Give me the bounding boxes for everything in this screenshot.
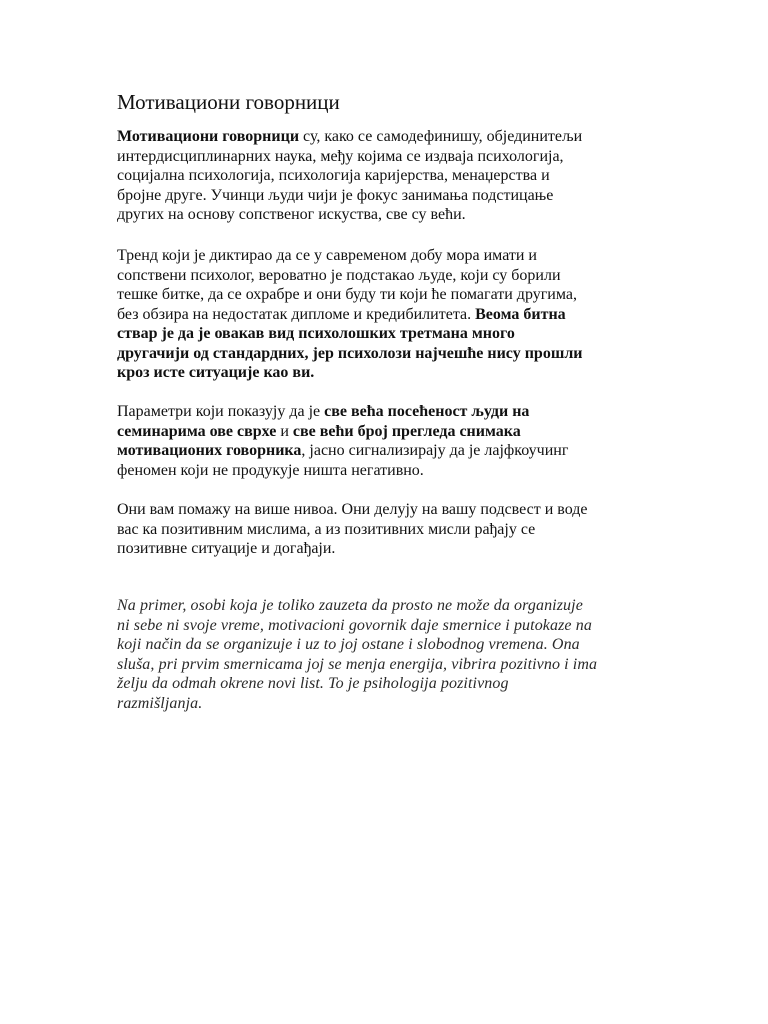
bold-text-run: мотивационих говорника — [117, 442, 302, 459]
text-line — [117, 539, 657, 559]
text-line — [117, 363, 657, 383]
text-run: бројне друге. Учинци људи чији је фокус занимања подстицање — [117, 186, 554, 204]
bold-text-run: кроз исте ситуације као ви. — [117, 364, 315, 381]
paragraph-1 — [117, 127, 657, 225]
text-run: Тренд који је диктирао да се у савременом добу мора имати и — [117, 247, 537, 264]
text-run: феномен који не продукује ништа негативно. — [117, 461, 424, 479]
text-run: Параметри који показују да је — [117, 403, 325, 420]
text-run: koji način da se organizuje i uz to joj ostane i slobodnog vremena. Ona — [117, 636, 580, 653]
bold-text-run: Мотивациони говорници — [117, 128, 300, 145]
text-line — [117, 305, 657, 325]
text-line — [117, 694, 657, 714]
text-run: želju da odmah okrene novi list. To je psihologija pozitivnog — [117, 675, 509, 692]
text-run: , јасно сигнализирају да је лајфкоучинг — [301, 442, 569, 459]
text-line — [117, 635, 657, 655]
text-line — [117, 402, 657, 422]
text-run: социјална психологија, психологија каријерства, менаџерства и — [117, 167, 550, 184]
page-title: Мотивациони говорници — [117, 90, 340, 114]
text-run: позитивне ситуације и догађаји. — [117, 540, 336, 557]
text-line — [117, 344, 657, 364]
bold-text-run: семинарима ове сврхе — [117, 422, 277, 440]
text-run: интердисциплинарних наука, међу којима се издваја психологија, — [117, 147, 564, 165]
text-line — [117, 266, 657, 286]
text-run: тешке битке, да се охрабре и они буду ти који ће помагати другима, — [117, 286, 577, 303]
paragraph-5-italic — [117, 596, 657, 713]
text-line — [117, 674, 657, 694]
text-line — [117, 596, 657, 616]
text-line — [117, 422, 657, 442]
text-run: и — [276, 422, 293, 440]
text-run: су, како се самодефинишу, објединитељи — [299, 128, 583, 145]
text-run: без обзира на недостатак дипломе и кредибилитета. — [117, 305, 476, 323]
text-line — [117, 127, 657, 147]
text-line — [117, 147, 657, 167]
text-line — [117, 520, 657, 540]
bold-text-run: све већа посећеност људи на — [324, 403, 530, 420]
text-run: razmišljanja. — [117, 694, 203, 712]
text-line — [117, 246, 657, 266]
text-run: Na primer, osobi koja je toliko zauzeta da prosto ne može da organizuje — [117, 597, 583, 614]
text-run: сопствени психолог, вероватно је подстакао људе, који су борили — [117, 266, 561, 284]
text-run: Они вам помажу на више нивоа. Они делују на вашу подсвест и воде — [117, 501, 588, 518]
paragraph-4 — [117, 500, 657, 559]
text-run: других на основу сопственог искуства, све су већи. — [117, 206, 466, 223]
text-line — [117, 186, 657, 206]
text-run: sluša, pri prvim smernicama joj se menja energija, vibrira pozitivno i ima — [117, 655, 598, 673]
text-line — [117, 285, 657, 305]
text-line — [117, 500, 657, 520]
bold-text-run: Веома битна — [475, 305, 566, 323]
bold-text-run: другачији од стандардних, јер психолози најчешће нису прошли — [117, 344, 583, 362]
bold-text-run: ствар је да је овакав вид психолошких третмана много — [117, 325, 515, 342]
text-run: ni sebe ni svoje vreme, motivacioni govornik daje smernice i putokaze na — [117, 616, 592, 634]
text-line — [117, 324, 657, 344]
paragraph-2 — [117, 246, 657, 383]
text-line — [117, 166, 657, 186]
text-line — [117, 461, 657, 481]
paragraph-3 — [117, 402, 657, 480]
text-run: вас ка позитивним мислима, а из позитивних мисли рађају се — [117, 520, 536, 538]
text-line — [117, 616, 657, 636]
text-line — [117, 441, 657, 461]
text-line — [117, 205, 657, 225]
bold-text-run: све већи број прегледа снимака — [292, 422, 521, 440]
text-line — [117, 655, 657, 675]
